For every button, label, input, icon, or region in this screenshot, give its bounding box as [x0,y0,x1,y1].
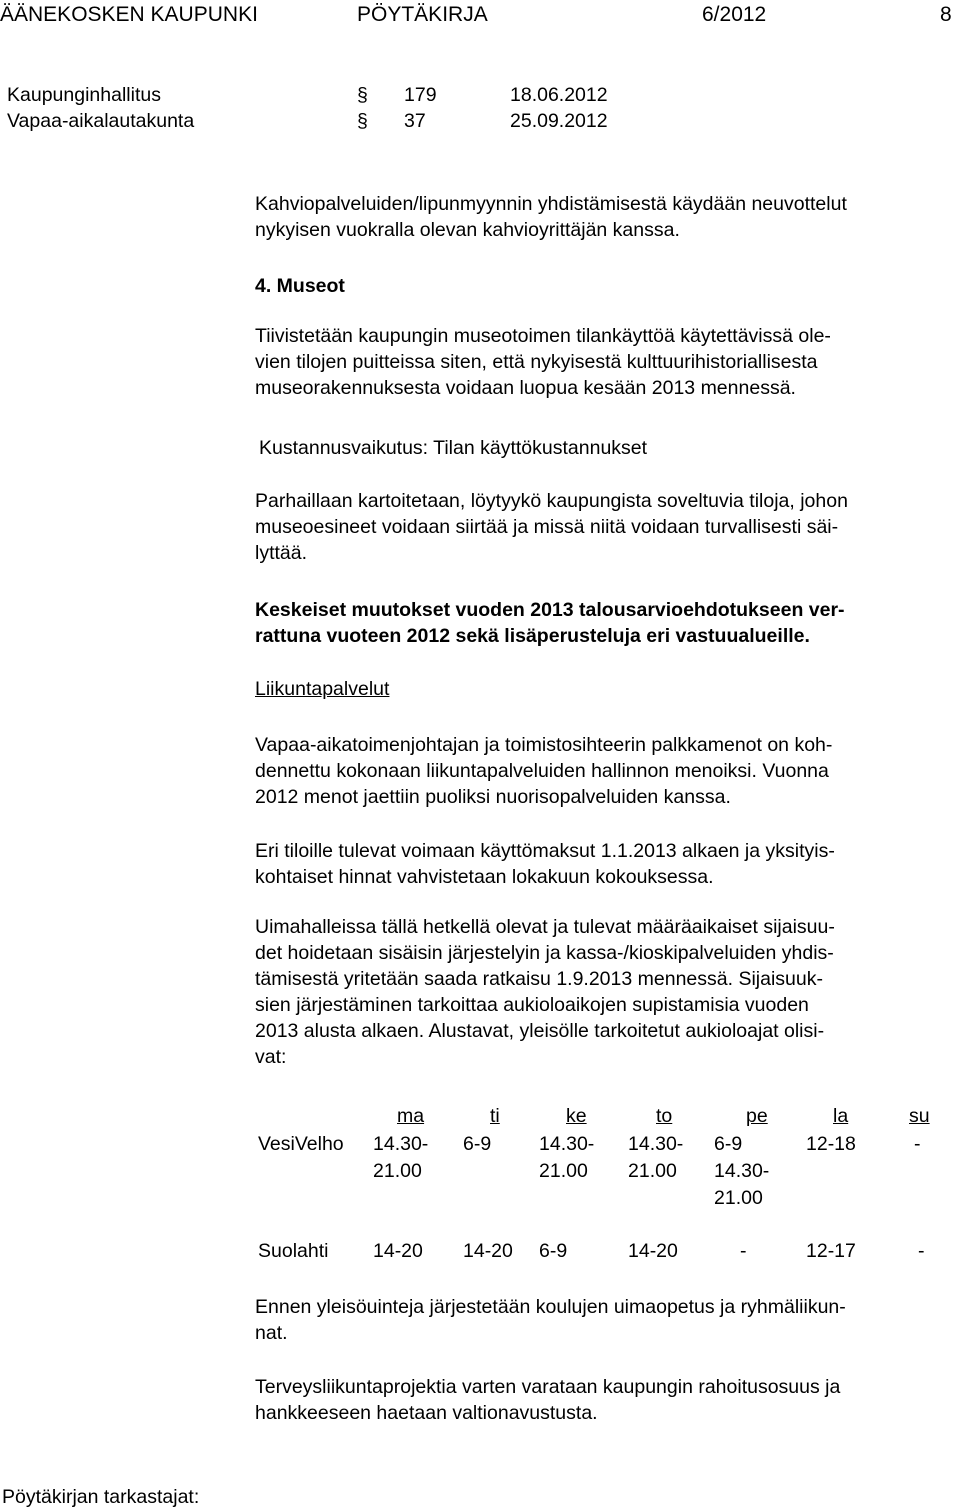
day-header: to [656,1105,673,1127]
day-header: pe [746,1105,768,1127]
hours-cell: - [918,1240,925,1262]
doc-type: PÖYTÄKIRJA [357,3,488,26]
day-header: ke [566,1105,587,1127]
day-header: ma [397,1105,425,1127]
hours-cell: 21.00 [373,1160,422,1182]
hours-cell: 6-9 [463,1133,492,1155]
hours-cell: 14-20 [628,1240,678,1262]
text-line: hankkeeseen haetaan valtionavustusta. [255,1402,598,1424]
hours-cell: 21.00 [714,1187,763,1209]
org-name: ÄÄNEKOSKEN KAUPUNKI [0,3,258,26]
text-line: Parhaillaan kartoitetaan, löytyykö kaupungista soveltuvia tiloja, johon [255,490,848,512]
text-line: Uimahalleissa tällä hetkellä olevat ja tulevat määräaikaiset sijaisuu- [255,916,835,938]
section-heading-museot: 4. Museot [255,275,345,297]
text-line: Eri tiloille tulevat voimaan käyttömaksut 1.1.2013 alkaen ja yksityis- [255,840,835,862]
text-line: kohtaiset hinnat vahvistetaan lokakuun kokouksessa. [255,866,714,888]
day-header: la [833,1105,849,1127]
text-line: 2012 menot jaettiin puoliksi nuorisopalveluiden kanssa. [255,786,731,808]
text-line: vat: [255,1046,287,1068]
place-name: Suolahti [258,1240,329,1262]
section-symbol: § [357,84,368,106]
paragraph-uimahallit [255,914,955,1070]
hours-cell: 6-9 [539,1240,568,1262]
text-line: Terveysliikuntaprojektia varten varataan kaupungin rahoitusosuus ja [255,1376,841,1398]
hours-cell: - [914,1133,921,1155]
cost-impact-line: Kustannusvaikutus: Tilan käyttökustannukset [259,437,648,459]
text-line: Keskeiset muutokset vuoden 2013 talousarvioehdotukseen ver- [255,599,845,621]
place-name: VesiVelho [258,1133,344,1155]
text-line: museorakennuksesta voidaan luopua kesään 2013 mennessä. [255,377,796,399]
text-line: Ennen yleisöuinteja järjestetään koulujen uimaopetus ja ryhmäliikun- [255,1296,846,1318]
paragraph-uimaopetus [255,1294,955,1346]
meeting-body: Vapaa-aikalautakunta [7,110,195,132]
paragraph-terveysliikunta [255,1374,955,1426]
section-number: 37 [404,110,426,132]
paragraph-palkkamenot [255,732,955,810]
text-line: vien tilojen puitteissa siten, että nykyisestä kulttuurihistoriallisesta [255,351,818,373]
paragraph-museot [255,323,955,401]
paragraph-kahvio [255,191,955,243]
text-line: sien järjestäminen tarkoittaa aukioloaikojen supistamisia vuoden [255,994,809,1016]
paragraph-kayttomaksut [255,838,955,890]
doc-number: 6/2012 [702,3,767,26]
text-line: 2013 alusta alkaen. Alustavat, yleisölle tarkoitetut aukioloajat olisi- [255,1020,825,1042]
hours-cell: 14.30- [628,1133,684,1155]
text-line: nat. [255,1322,288,1344]
hours-cell: 12-18 [806,1133,856,1155]
paragraph-museoesineet [255,488,955,566]
meeting-body: Kaupunginhallitus [7,84,161,106]
footer-inspectors: Pöytäkirjan tarkastajat: [2,1486,200,1508]
text-line: tämisestä yritetään saada ratkaisu 1.9.2013 mennessä. Sijaisuuk- [255,968,823,990]
day-header: su [909,1105,930,1127]
meeting-date: 25.09.2012 [510,110,608,132]
hours-cell: 14.30- [373,1133,429,1155]
hours-cell: 12-17 [806,1240,856,1262]
hours-cell: - [740,1240,747,1262]
section-heading-liikuntapalvelut: Liikuntapalvelut [255,678,390,700]
bold-heading-changes [255,597,955,649]
day-header: ti [490,1105,500,1127]
meeting-date: 18.06.2012 [510,84,608,106]
hours-cell: 14.30- [539,1133,595,1155]
hours-cell: 21.00 [539,1160,588,1182]
hours-cell: 14.30- [714,1160,770,1182]
text-line: Kahviopalveluiden/lipunmyynnin yhdistämisestä käydään neuvottelut [255,193,847,215]
hours-cell: 14-20 [463,1240,513,1262]
text-line: Vapaa-aikatoimenjohtajan ja toimistosihteerin palkkamenot on koh- [255,734,833,756]
text-line: Tiivistetään kaupungin museotoimen tilankäyttöä käytettävissä ole- [255,325,831,347]
hours-cell: 21.00 [628,1160,677,1182]
text-line: nykyisen vuokralla olevan kahvioyrittäjän kanssa. [255,219,680,241]
page-number: 8 [940,3,952,26]
text-line: rattuna vuoteen 2012 sekä lisäperusteluja eri vastuualueille. [255,625,810,647]
text-line: museoesineet voidaan siirtää ja missä niitä voidaan turvallisesti säi- [255,516,839,538]
section-symbol: § [357,110,368,132]
text-line: det hoidetaan sisäisin järjestelyin ja kassa-/kioskipalveluiden yhdis- [255,942,834,964]
section-number: 179 [404,84,437,106]
hours-cell: 14-20 [373,1240,423,1262]
text-line: dennettu kokonaan liikuntapalveluiden hallinnon menoiksi. Vuonna [255,760,829,782]
text-line: lyttää. [255,542,308,564]
hours-cell: 6-9 [714,1133,743,1155]
